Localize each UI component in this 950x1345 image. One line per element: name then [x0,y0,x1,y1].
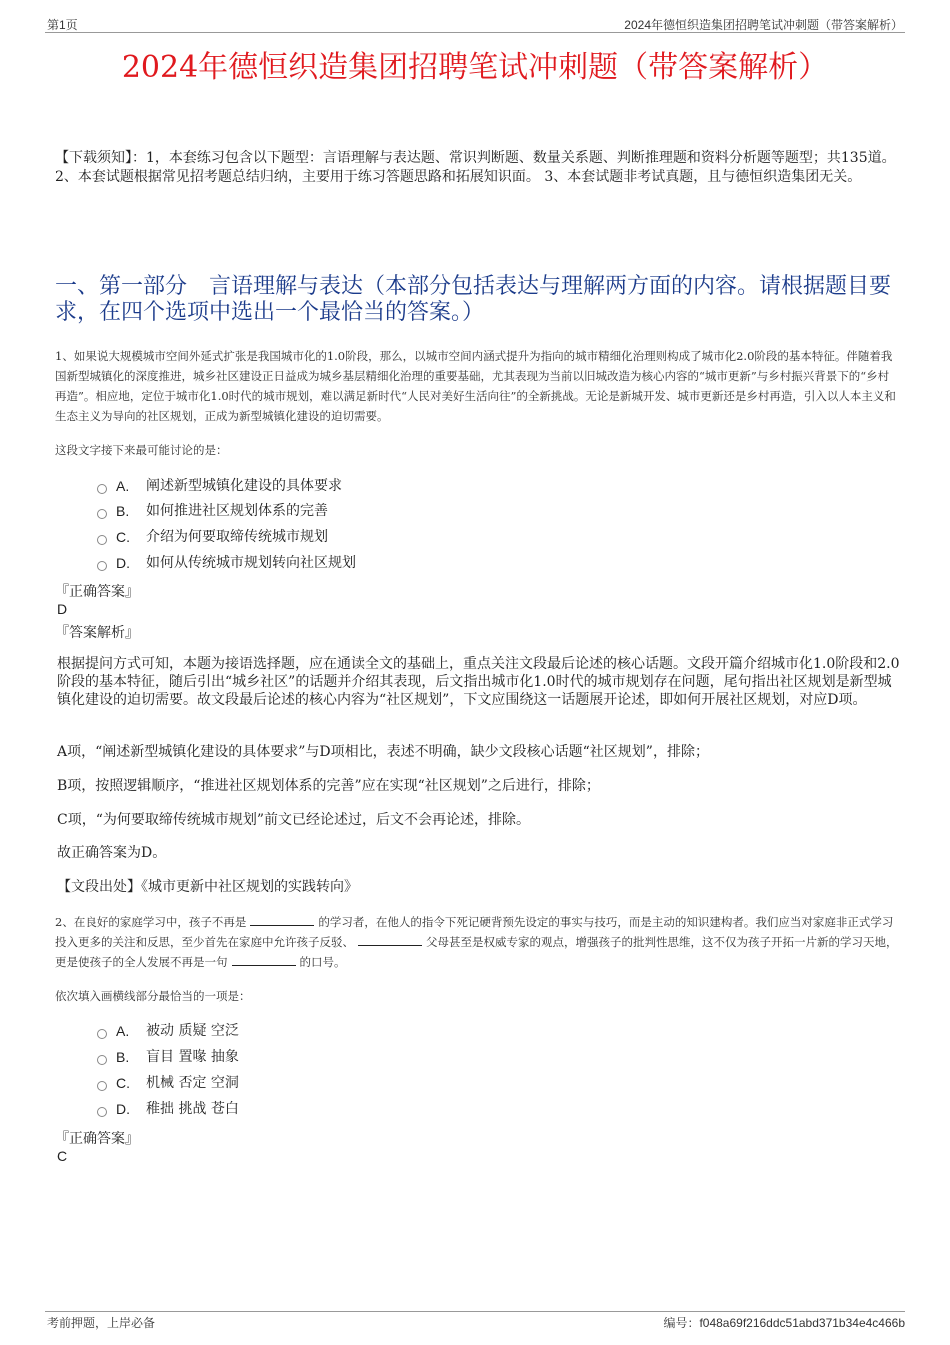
footer-divider [45,1311,905,1312]
radio-icon[interactable] [97,1029,107,1039]
question-1-prompt: 这段文字接下来最可能讨论的是： [55,443,228,457]
section-heading: 一、第一部分 言语理解与表达（本部分包括表达与理解两方面的内容。请根据题目要求，在四个选项中选出一个最恰当的答案。） [55,274,892,325]
blank-1 [250,913,314,926]
question-2-prompt: 依次填入画横线部分最恰当的一项是： [55,989,251,1003]
q1-conclusion: 故正确答案为D。 [57,845,167,861]
question-1-text: 1、如果说大规模城市空间外延式扩张是我国城市化的1.0阶段，那么，以城市空间内涵式提升为指向的城市精细化治理则构成了城市化2.0阶段的基本特征。伴随着我国新型城镇化的深度推进，城乡社区建设正日益成为城乡基层精细化治理的重要基础，尤其表现为当前以旧城改造为核心内容的“城市更新”与乡村振兴背景下的“乡村再造”。相应地，定位于城市化1.0时代的城市规划，难以满足新时代“人民对美好生活向往”的全新挑战。无论是新城开发、城市更新还是乡村再造，引入以人本主义和生态主义为导向的社区规划，正成为新型城镇化建设的迫切需要。 [55,349,896,423]
q2-option-c[interactable]: C. 机械 否定 空洞 [97,1070,239,1096]
q1-source: 【文段出处】《城市更新中社区规划的实践转向》 [57,879,358,895]
header-title: 2024年德恒织造集团招聘笔试冲刺题（带答案解析） [624,18,903,32]
q2-answer-label: 『正确答案』 [55,1131,139,1147]
document-title: 2024年德恒织造集团招聘笔试冲刺题（带答案解析） [121,50,829,85]
q1-note-c: C项，“为何要取缔传统城市规划”前文已经论述过，后文不会再论述，排除。 [57,812,531,828]
q1-option-a[interactable]: A. 阐述新型城镇化建设的具体要求 [97,473,342,499]
blank-3 [232,953,296,966]
q1-answer: D [57,601,68,617]
radio-icon[interactable] [97,535,107,545]
download-notice: 【下载须知】：1，本套练习包含以下题型：言语理解与表达题、常识判断题、数量关系题、判断推理题和资料分析题等题型；共135道。2、本套试题根据常见招考题总结归纳，主要用于练习答题思路和拓展知识面。 3、本套试题非考试真题，且与德恒织造集团无关。 [55,150,896,185]
q2-answer: C [57,1148,68,1164]
q1-option-d[interactable]: D. 如何从传统城市规划转向社区规划 [97,550,356,576]
radio-icon[interactable] [97,1055,107,1065]
q2-option-d[interactable]: D. 稚拙 挑战 苍白 [97,1096,239,1122]
radio-icon[interactable] [97,1081,107,1091]
q1-answer-label: 『正确答案』 [55,584,139,600]
q2-option-a[interactable]: A. 被动 质疑 空泛 [97,1018,239,1044]
footer-slogan: 考前押题，上岸必备 [47,1316,156,1330]
q1-analysis: 根据提问方式可知，本题为接语选择题，应在通读全文的基础上，重点关注文段最后论述的核心话题。文段开篇介绍城市化1.0阶段和2.0阶段的基本特征，随后引出“城乡社区”的话题并介绍其表现，后文指出城市化1.0时代的城市规划存在问题，尾句指出社区规划是新型城镇化建设的迫切需要。故文段最后论述的核心内容为“社区规划”，下文应围绕这一话题展开论述，即如何开展社区规划，对应D项。 [57,656,900,708]
q1-analysis-label: 『答案解析』 [55,625,139,641]
radio-icon[interactable] [97,1107,107,1117]
q2-option-b[interactable]: B. 盲目 置喙 抽象 [97,1044,239,1070]
header-divider [45,32,905,33]
page-number: 第1页 [47,18,78,32]
radio-icon[interactable] [97,484,107,494]
radio-icon[interactable] [97,561,107,571]
question-2-text: 2、在良好的家庭学习中，孩子不再是 的学习者，在他人的指令下死记硬背预先设定的事实与技巧，而是主动的知识建构者。我们应当对家庭非正式学习投入更多的关注和反思，至少首先在家庭中允许孩子反驳、 父母甚至是权威专家的观点，增强孩子的批判性思维，这不仅为孩子开拓一片新的学习天地，更是使孩子的全人发展不再是一句 的口号。 [55,915,898,969]
footer-id: 编号：f048a69f216ddc51abd371b34e4c466b [663,1316,905,1330]
q1-note-a: A项，“阐述新型城镇化建设的具体要求”与D项相比，表述不明确，缺少文段核心话题“社区规划”，排除； [57,744,709,760]
q1-option-c[interactable]: C. 介绍为何要取缔传统城市规划 [97,524,328,550]
radio-icon[interactable] [97,509,107,519]
q1-note-b: B项，按照逻辑顺序，“推进社区规划体系的完善”应在实现“社区规划”之后进行，排除； [57,778,600,794]
blank-2 [358,933,422,946]
q1-option-b[interactable]: B. 如何推进社区规划体系的完善 [97,498,328,524]
